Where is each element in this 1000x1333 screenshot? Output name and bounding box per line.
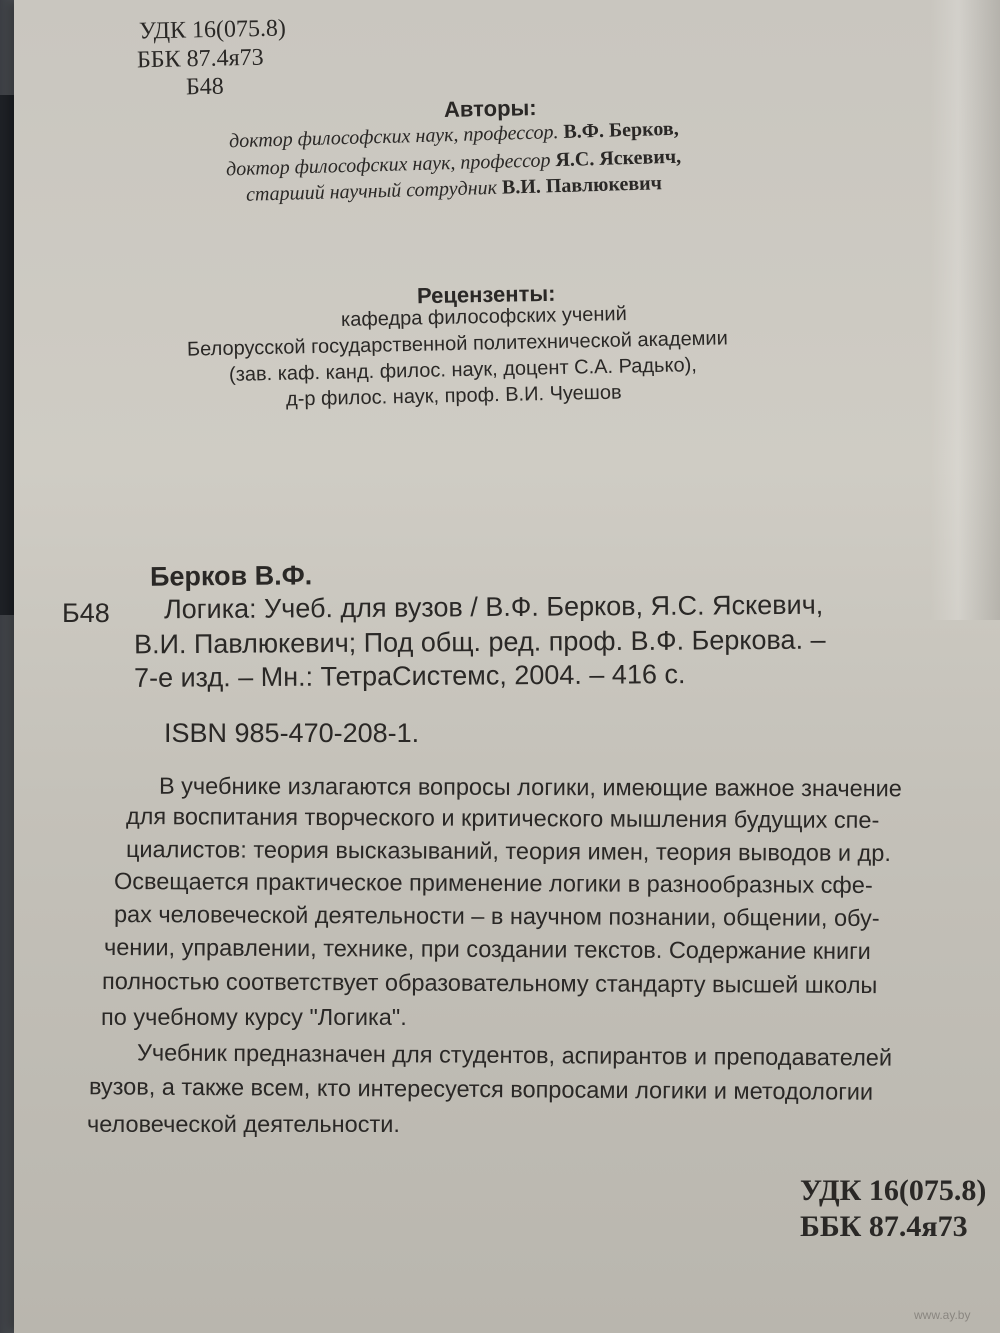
author-role: доктор философских наук, профессор. bbox=[228, 121, 559, 153]
reviewer-line-1: кафедра философских учений bbox=[340, 303, 627, 331]
abstract-line: для воспитания творческого и критического мышления будущих спе- bbox=[125, 803, 880, 833]
abstract-line: полностью соответствует образовательному стандарту высшей школы bbox=[101, 967, 878, 999]
reviewer-line-3: (зав. каф. канд. филос. наук, доцент С.А. Радько), bbox=[228, 354, 698, 386]
watermark: www.ay.by bbox=[914, 1308, 971, 1322]
abstract-line: человеческой деятельности. bbox=[87, 1111, 400, 1137]
author-role: старший научный сотрудник bbox=[245, 176, 498, 206]
abstract-line: В учебнике излагаются вопросы логики, имеющие важное значение bbox=[158, 772, 902, 802]
bib-author: Берков В.Ф. bbox=[149, 560, 313, 592]
authors-heading: Авторы: bbox=[443, 95, 537, 122]
author-role: доктор философских наук, профессор bbox=[225, 149, 551, 181]
bib-line-3: 7-е изд. – Мн.: ТетраСистемс, 2004. – 416 с. bbox=[133, 659, 686, 693]
abstract-line: чении, управлении, технике, при создании текстов. Содержание книги bbox=[103, 933, 871, 965]
bib-line-2: В.И. Павлюкевич; Под общ. ред. проф. В.Ф. Беркова. – bbox=[133, 624, 826, 660]
author-name: В.Ф. Берков, bbox=[563, 117, 679, 143]
author-name: В.И. Павлюкевич bbox=[501, 172, 663, 199]
abstract-line: вузов, а также всем, кто интересуется вопросами логики и методологии bbox=[88, 1073, 874, 1105]
abstract-line: циалистов: теория высказываний, теория имен, теория выводов и др. bbox=[125, 835, 891, 867]
reviewer-line-2: Белорусской государственной политехнической академии bbox=[186, 327, 729, 361]
footer-bbk-code: ББК 87.4я73 bbox=[800, 1210, 968, 1243]
page-fold-shadow bbox=[930, 0, 1000, 620]
abstract-line: Учебник предназначен для студентов, аспирантов и преподавателей bbox=[136, 1039, 893, 1071]
abstract-line: Освещается практическое применение логики в разнообразных сфе- bbox=[113, 868, 873, 898]
author-name: Я.С. Яскевич, bbox=[555, 145, 682, 172]
udk-code: УДК 16(075.8) bbox=[138, 15, 287, 45]
reviewer-line-4: д-р филос. наук, проф. В.И. Чуешов bbox=[285, 381, 622, 411]
abstract-line: рах человеческой деятельности – в научном познании, общении, обу- bbox=[113, 900, 880, 932]
reviewers-heading: Рецензенты: bbox=[416, 280, 556, 309]
bib-code: Б48 bbox=[62, 598, 110, 628]
bbk-code: ББК 87.4я73 bbox=[136, 44, 264, 74]
isbn: ISBN 985-470-208-1. bbox=[164, 718, 420, 748]
book-code: Б48 bbox=[185, 73, 225, 101]
abstract-line: по учебному курсу "Логика". bbox=[101, 1004, 407, 1030]
book-page bbox=[14, 0, 1000, 1333]
bib-line-1: Логика: Учеб. для вузов / В.Ф. Берков, Я.С. Яскевич, bbox=[163, 589, 824, 625]
footer-udk-code: УДК 16(075.8) bbox=[800, 1174, 987, 1207]
